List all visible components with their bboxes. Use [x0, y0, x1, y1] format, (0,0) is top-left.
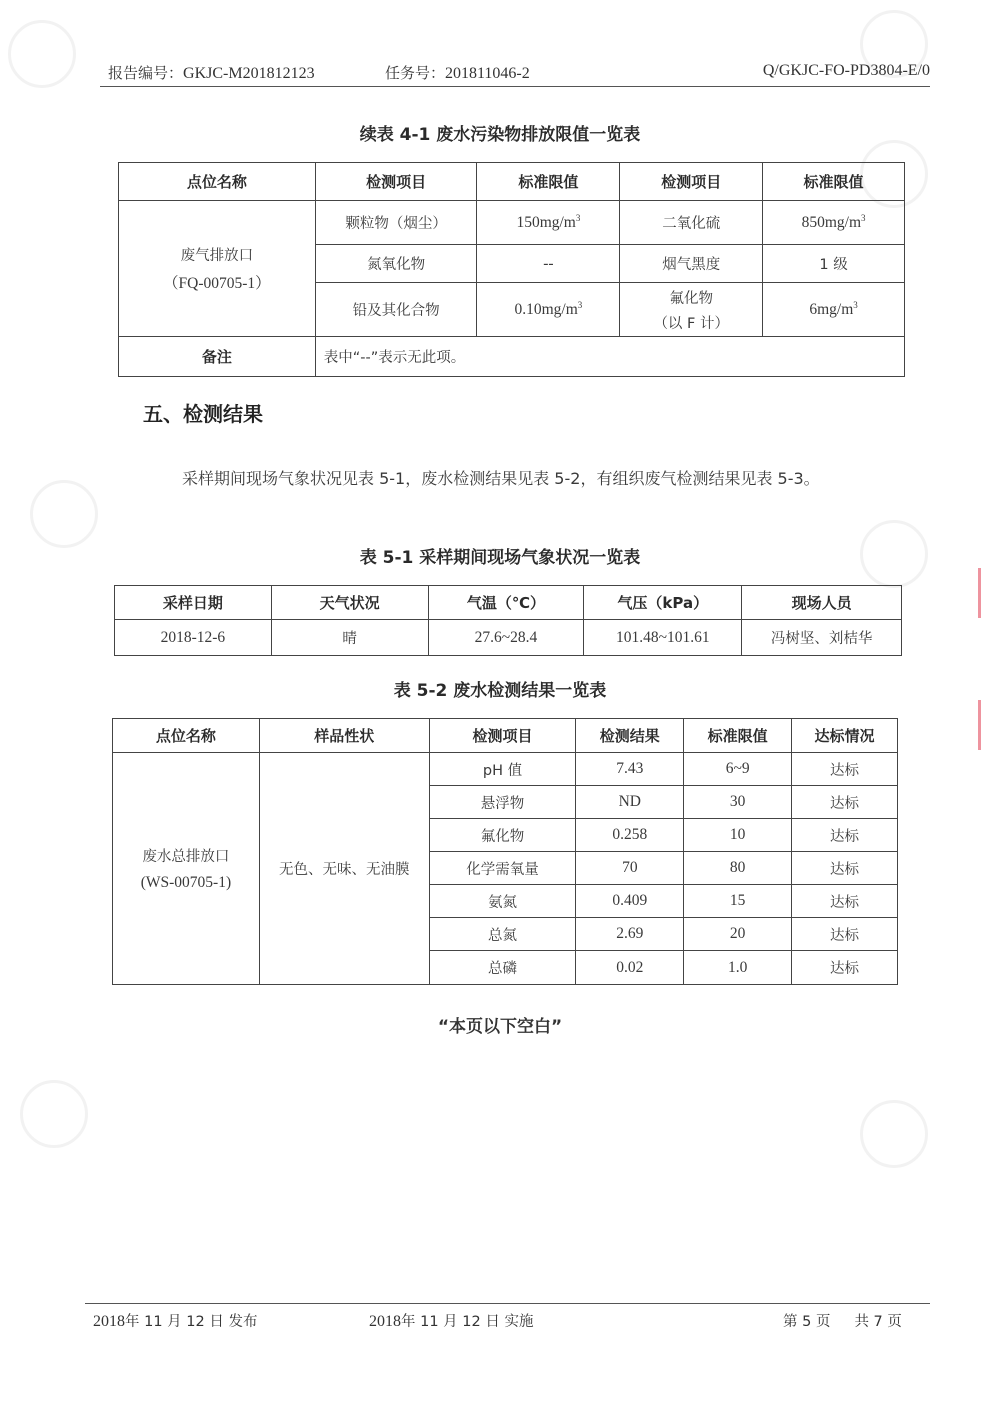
report-number: 报告编号：GKJC-M201812123 [108, 64, 315, 82]
column-header: 达标情况 [792, 719, 898, 753]
temperature: 27.6~28.4 [428, 620, 584, 656]
watermark-seal [860, 1100, 928, 1168]
column-header: 天气状况 [271, 586, 428, 620]
limit-value: -- [477, 245, 620, 283]
table-row [113, 753, 898, 786]
compliance-status: 达标 [792, 819, 898, 852]
test-item: 总氮 [429, 918, 576, 951]
location-name: 废水总排放口 [142, 849, 230, 865]
column-header: 检测结果 [576, 719, 684, 753]
table-5-1-weather [114, 585, 902, 656]
column-header: 检测项目 [620, 163, 763, 201]
column-header: 点位名称 [119, 163, 316, 201]
location-name: 废气排放口 [180, 248, 254, 264]
section-title: 五、检测结果 [143, 402, 263, 426]
compliance-status: 达标 [792, 918, 898, 951]
limit-value: 1.0 [684, 951, 792, 985]
compliance-status: 达标 [792, 951, 898, 985]
limit-value: 30 [684, 786, 792, 819]
test-item: pH 值 [429, 753, 576, 786]
compliance-status: 达标 [792, 753, 898, 786]
column-header: 点位名称 [113, 719, 260, 753]
test-item: 氮氧化物 [315, 245, 477, 283]
test-item: 烟气黑度 [620, 245, 763, 283]
limit-value: 10 [684, 819, 792, 852]
pressure: 101.48~101.61 [584, 620, 742, 656]
compliance-status: 达标 [792, 852, 898, 885]
current-page: 第 5 页 [783, 1314, 831, 1330]
red-seal-stamp-edge [978, 700, 997, 750]
column-header: 气温（℃） [428, 586, 584, 620]
document-code: Q/GKJC-FO-PD3804-E/0 [762, 62, 930, 79]
location-code: (WS-00705-1) [140, 874, 232, 891]
column-header: 检测项目 [315, 163, 477, 201]
column-header: 样品性状 [259, 719, 429, 753]
test-item: 二氧化硫 [620, 201, 763, 245]
test-result: 0.258 [576, 819, 684, 852]
column-header: 采样日期 [115, 586, 272, 620]
limit-value: $150mg/m^3$ [477, 201, 620, 245]
table-row [119, 201, 905, 245]
column-header: 气压（kPa） [584, 586, 742, 620]
compliance-status: 达标 [792, 885, 898, 918]
test-item: 颗粒物（烟尘） [315, 201, 477, 245]
column-header: 标准限值 [684, 719, 792, 753]
note-label: 备注 [119, 337, 316, 377]
column-header: 标准限值 [477, 163, 620, 201]
limit-value: 6~9 [684, 753, 792, 786]
column-header: 标准限值 [763, 163, 905, 201]
page-header [100, 60, 930, 87]
test-result: 7.43 [576, 753, 684, 786]
column-header: 检测项目 [429, 719, 576, 753]
column-header: 现场人员 [742, 586, 902, 620]
section-paragraph: 采样期间现场气象状况见表 5-1，废水检测结果见表 5-2，有组织废气检测结果见表 5-3。 [182, 469, 820, 488]
test-item: 铅及其化合物 [315, 283, 477, 337]
publish-date: 2018年 11 月 12 日 发布 [93, 1313, 258, 1330]
location-cell [113, 753, 260, 985]
test-item: 氟化物 [429, 819, 576, 852]
test-item: 氟化物 （以 F 计） [620, 283, 763, 337]
table-header-row [115, 586, 902, 620]
table-header-row [119, 163, 905, 201]
compliance-status: 达标 [792, 786, 898, 819]
limit-value: $0.10mg/m^3$ [477, 283, 620, 337]
test-result: 2.69 [576, 918, 684, 951]
effective-date: 2018年 11 月 12 日 实施 [369, 1313, 534, 1330]
sampling-date: 2018-12-6 [115, 620, 272, 656]
watermark-seal [20, 1080, 88, 1148]
table-row [115, 620, 902, 656]
blank-below-note: “本页以下空白” [437, 1017, 563, 1037]
table-header-row [113, 719, 898, 753]
table-note-row [119, 337, 905, 377]
page-number [783, 1310, 902, 1331]
test-item: 化学需氧量 [429, 852, 576, 885]
table-5-1-caption: 表 5-1 采样期间现场气象状况一览表 [359, 548, 641, 568]
red-seal-stamp-edge [978, 568, 997, 618]
limit-value: 1 级 [763, 245, 905, 283]
test-result: 70 [576, 852, 684, 885]
sample-description: 无色、无味、无油膜 [259, 753, 429, 985]
table-5-2-caption: 表 5-2 废水检测结果一览表 [393, 681, 607, 701]
limit-value: 15 [684, 885, 792, 918]
test-result: 0.02 [576, 951, 684, 985]
table-5-2-wastewater-results [112, 718, 898, 985]
table-4-1-emission-limits [118, 162, 905, 377]
table-4-1-caption: 续表 4-1 废水污染物排放限值一览表 [359, 125, 641, 145]
test-result: 0.409 [576, 885, 684, 918]
test-item: 悬浮物 [429, 786, 576, 819]
limit-value: $850mg/m^3$ [763, 201, 905, 245]
weather: 晴 [271, 620, 428, 656]
location-cell [119, 201, 316, 337]
field-staff: 冯树坚、刘桔华 [742, 620, 902, 656]
limit-value: 80 [684, 852, 792, 885]
test-result: ND [576, 786, 684, 819]
task-number: 任务号：201811046-2 [385, 64, 530, 82]
total-pages: 共 7 页 [854, 1314, 902, 1330]
limit-value: $6mg/m^3$ [763, 283, 905, 337]
watermark-seal [30, 480, 98, 548]
watermark-seal [8, 20, 76, 88]
location-code: （FQ-00705-1） [163, 275, 271, 292]
limit-value: 20 [684, 918, 792, 951]
test-item: 氨氮 [429, 885, 576, 918]
note-text: 表中“--”表示无此项。 [315, 337, 904, 377]
test-item: 总磷 [429, 951, 576, 985]
